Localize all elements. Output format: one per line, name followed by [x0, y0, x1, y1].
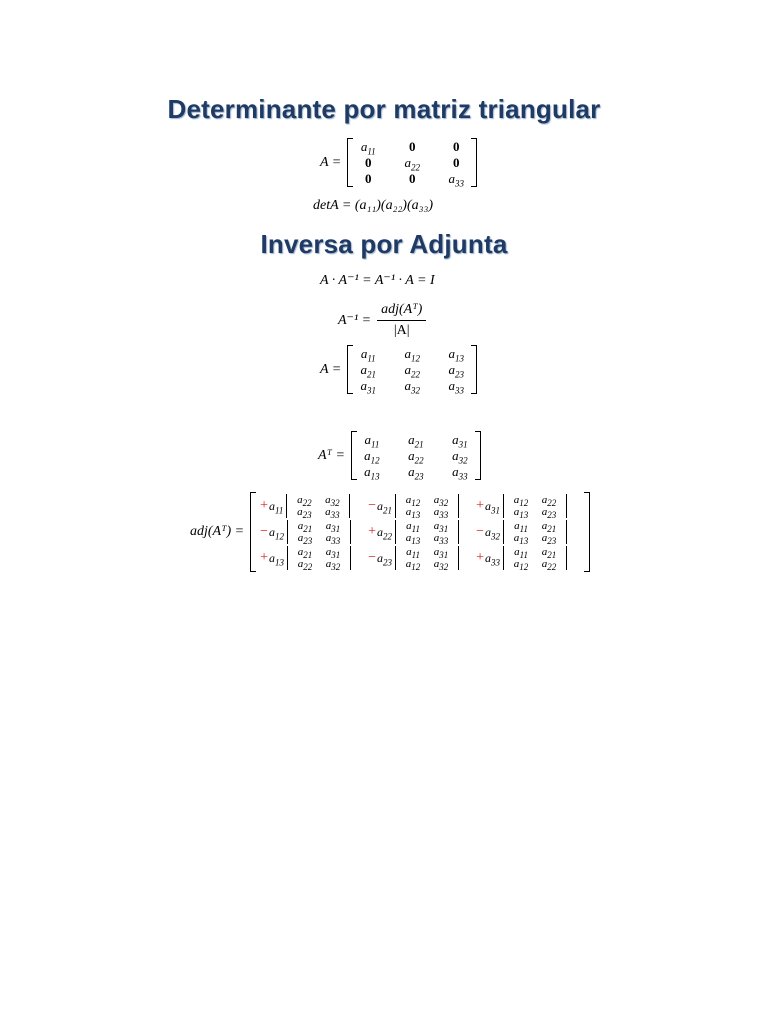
matrix-cell: 0	[365, 155, 372, 170]
matrix-cell: $a_{32}$	[404, 378, 420, 396]
minor-determinant	[395, 494, 459, 521]
triangular-matrix	[347, 138, 477, 187]
matrix-cell: $a_{21}$	[360, 362, 376, 380]
minor-cell: $a_{33}$	[325, 532, 341, 547]
matrix-a-triangular-equation	[320, 138, 477, 187]
matrix-cell: $a_{32}$	[452, 448, 468, 466]
det-formula	[313, 198, 433, 214]
inverse-formula	[338, 302, 426, 339]
adjugate-equation	[190, 492, 590, 572]
minor-cell: $a_{33}$	[325, 506, 340, 521]
minor-cell: $a_{12}$	[405, 494, 421, 509]
minor-cell: $a_{12}$	[513, 494, 529, 509]
minor-determinant	[286, 494, 350, 521]
cofactor-sign: +	[260, 498, 269, 513]
matrix-cell: $a_{11}$	[360, 346, 376, 364]
matrix-cell: $a_{23}$	[408, 464, 424, 482]
cofactor-coefficient: $a_{12}$	[269, 524, 285, 541]
minor-cell: $a_{32}$	[325, 494, 340, 509]
minor-cell: $a_{13}$	[405, 532, 421, 547]
minor-cell: $a_{31}$	[433, 546, 449, 561]
adjugate-entry	[260, 494, 368, 521]
cofactor-sign: +	[476, 550, 485, 565]
minor-cell: $a_{31}$	[325, 520, 341, 535]
matrix-cell: 0	[409, 171, 416, 186]
minor-cell: $a_{23}$	[541, 532, 557, 547]
minor-determinant	[503, 520, 567, 547]
matrix-cell: $a_{22}$	[404, 362, 420, 380]
inverse-fraction	[377, 302, 426, 339]
minor-cell: $a_{32}$	[433, 558, 449, 573]
cofactor-coefficient: $a_{22}$	[377, 524, 393, 541]
minor-cell: $a_{21}$	[541, 546, 557, 561]
matrix-cell: 0	[453, 139, 460, 154]
identity-equation	[320, 272, 435, 289]
minor-cell: $a_{23}$	[541, 506, 557, 521]
matrix-cell: $a_{23}$	[448, 362, 464, 380]
minor-cell: $a_{11}$	[514, 520, 528, 535]
cofactor-sign: +	[260, 550, 269, 565]
title-inversa-adjunta: Inversa por Adjunta	[260, 229, 508, 259]
matrix-cell: 0	[453, 155, 460, 170]
minor-cell: $a_{32}$	[433, 494, 449, 509]
adjugate-entry	[368, 546, 476, 573]
inverse-numerator: adj(Aᵀ)	[377, 302, 426, 321]
matrix-cell: 0	[409, 139, 416, 154]
cofactor-sign: −	[368, 498, 377, 513]
cofactor-coefficient: $a_{11}$	[269, 498, 284, 515]
minor-determinant	[395, 520, 459, 547]
cofactor-coefficient: $a_{21}$	[377, 498, 393, 515]
minor-cell: $a_{22}$	[297, 494, 312, 509]
matrix-cell: $a_{12}$	[404, 346, 420, 364]
adjugate-entry	[476, 546, 584, 573]
adjugate-entry	[476, 520, 584, 547]
det-formula-text: detA = (a₁₁)(a₂₂)(a₃₃)	[313, 198, 434, 213]
general-matrix-a	[347, 345, 477, 394]
cofactor-sign: −	[260, 524, 269, 539]
minor-cell: $a_{13}$	[513, 506, 529, 521]
matrix-cell: $a_{22}$	[408, 448, 424, 466]
matrix-cell: $a_{13}$	[364, 464, 380, 482]
minor-cell: $a_{31}$	[433, 520, 449, 535]
cofactor-sign: −	[476, 524, 485, 539]
minor-determinant	[503, 546, 567, 573]
minor-cell: $a_{13}$	[513, 532, 529, 547]
cofactor-coefficient: $a_{33}$	[485, 550, 501, 567]
inverse-denominator: |A|	[393, 323, 410, 338]
matrix-at-label: Aᵀ =	[318, 447, 345, 463]
adjugate-entry	[368, 494, 476, 521]
cofactor-sign: +	[368, 524, 377, 539]
minor-cell: $a_{22}$	[541, 494, 557, 509]
inverse-label: A⁻¹ =	[338, 313, 372, 328]
adjugate-entry	[260, 546, 368, 573]
adjugate-matrix	[250, 492, 590, 572]
minor-cell: $a_{11}$	[406, 546, 420, 561]
matrix-a-label: A =	[320, 154, 342, 170]
cofactor-coefficient: $a_{13}$	[269, 550, 285, 567]
adjugate-entry	[368, 520, 476, 547]
minor-cell: $a_{21}$	[541, 520, 557, 535]
minor-cell: $a_{22}$	[297, 558, 313, 573]
minor-determinant	[395, 546, 459, 573]
minor-cell: $a_{33}$	[433, 506, 449, 521]
matrix-cell: 0	[365, 171, 372, 186]
cofactor-coefficient: $a_{23}$	[377, 550, 393, 567]
minor-cell: $a_{23}$	[297, 532, 313, 547]
matrix-cell: $a_{12}$	[364, 448, 380, 466]
cofactor-sign: +	[476, 498, 485, 513]
matrix-at-equation	[318, 431, 481, 480]
minor-cell: $a_{33}$	[433, 532, 449, 547]
minor-determinant	[287, 520, 351, 547]
minor-cell: $a_{12}$	[405, 558, 421, 573]
minor-cell: $a_{22}$	[541, 558, 557, 573]
adjugate-label: adj(Aᵀ) =	[190, 524, 245, 539]
matrix-a-general-label: A =	[320, 361, 342, 377]
minor-cell: $a_{31}$	[325, 546, 341, 561]
minor-cell: $a_{11}$	[514, 546, 528, 561]
matrix-cell: $a_{11}$	[360, 139, 376, 157]
matrix-cell: $a_{13}$	[448, 346, 464, 364]
matrix-cell: $a_{11}$	[364, 432, 380, 450]
minor-cell: $a_{32}$	[325, 558, 341, 573]
minor-cell: $a_{21}$	[297, 546, 313, 561]
adjugate-entry	[260, 520, 368, 547]
matrix-cell: $a_{31}$	[360, 378, 376, 396]
minor-cell: $a_{13}$	[405, 506, 421, 521]
minor-determinant	[503, 494, 567, 521]
minor-cell: $a_{21}$	[297, 520, 313, 535]
matrix-cell: $a_{33}$	[448, 171, 464, 189]
title-determinante-triangular: Determinante por matriz triangular	[167, 94, 601, 124]
matrix-cell: $a_{31}$	[452, 432, 468, 450]
cofactor-sign: −	[368, 550, 377, 565]
minor-determinant	[287, 546, 351, 573]
identity-equation-text: A · A⁻¹ = A⁻¹ · A = I	[320, 273, 435, 288]
matrix-cell: $a_{33}$	[452, 464, 468, 482]
matrix-a-general-equation	[320, 345, 477, 394]
matrix-cell: $a_{33}$	[448, 378, 464, 396]
cofactor-coefficient: $a_{31}$	[485, 498, 501, 515]
minor-cell: $a_{23}$	[297, 506, 312, 521]
adjugate-entry	[476, 494, 584, 521]
cofactor-coefficient: $a_{32}$	[485, 524, 501, 541]
matrix-cell: $a_{22}$	[404, 155, 420, 173]
transpose-matrix	[351, 431, 481, 480]
matrix-cell: $a_{21}$	[408, 432, 424, 450]
minor-cell: $a_{11}$	[406, 520, 420, 535]
minor-cell: $a_{12}$	[513, 558, 529, 573]
